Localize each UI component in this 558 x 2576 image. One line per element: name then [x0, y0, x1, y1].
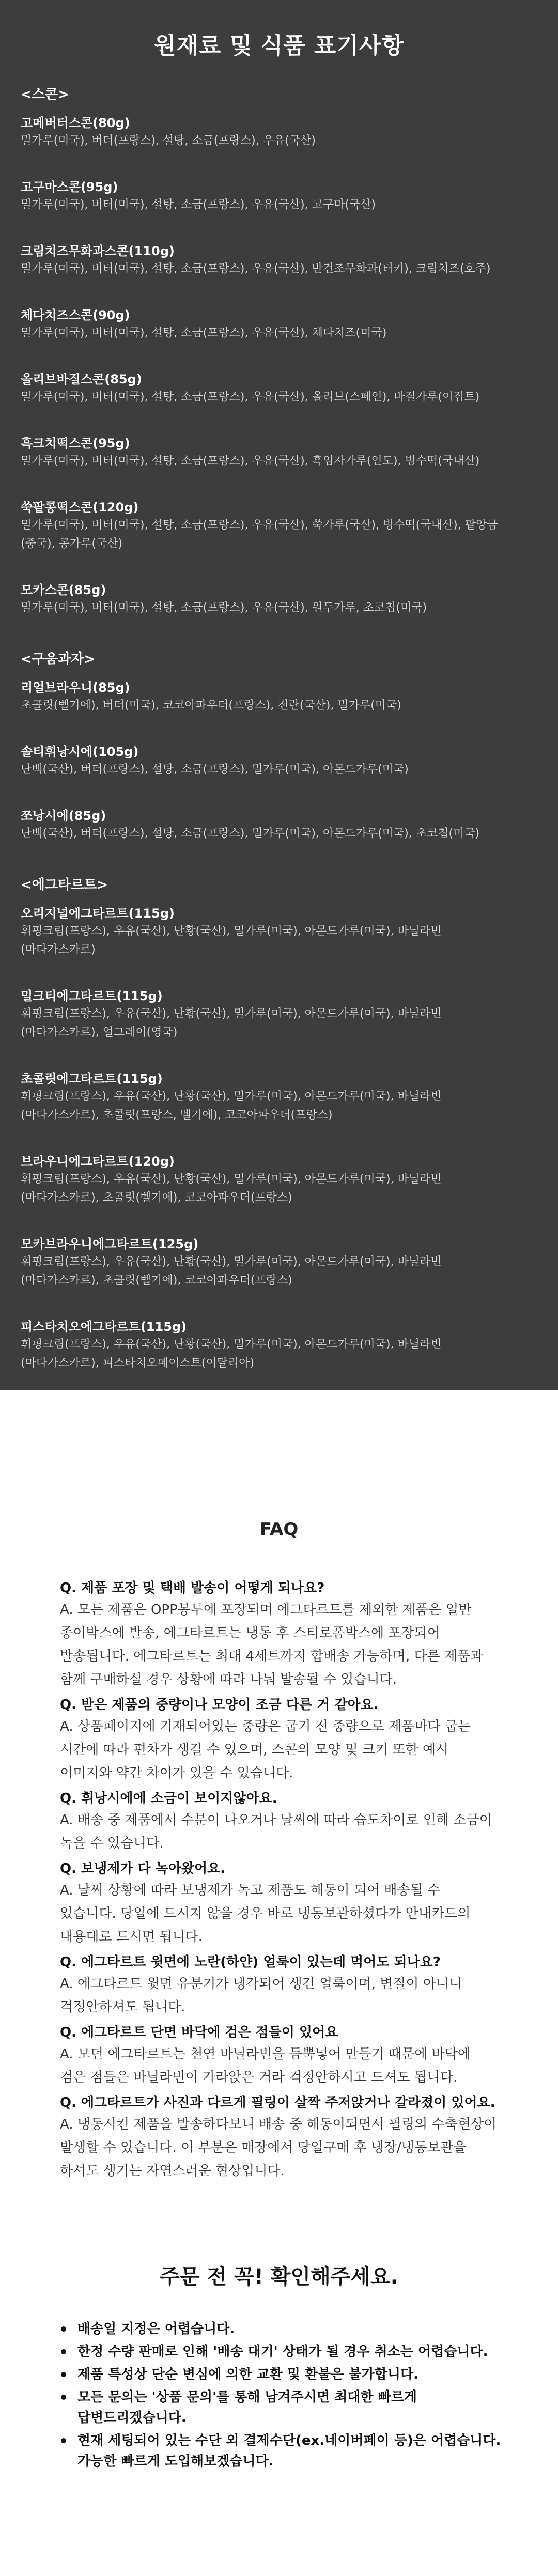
notice-item: [58, 2319, 506, 2339]
product-name: 쑥팥콩떡스콘(120g): [21, 500, 139, 515]
ingredient-item: [21, 306, 537, 343]
notice-text: 한정 수량 판매로 인해 '배송 대기' 상태가 될 경우 취소는 어렵습니다.: [78, 2344, 488, 2360]
ingredient-item: [21, 987, 537, 1042]
faq-answer: A. 배송 중 제품에서 수분이 나오거나 날씨에 따라 습도차이로 인해 소금이 녹을 수 있습니다.: [60, 1812, 492, 1851]
product-ingredients: 휘핑크림(프랑스), 우유(국산), 난황(국산), 밀가루(미국), 아몬드가루(미국), 바닐라빈(마다가스카르), 피스타치오페이스트(이탈리아): [21, 1338, 442, 1370]
product-name: 피스타치오에그타르트(115g): [21, 1320, 187, 1334]
notice-title: 주문 전 꼭! 확인해주세요.: [160, 2265, 398, 2289]
faq-answer: A. 모던 에그타르트는 천연 바닐라빈을 듬뿍넣어 만들기 때문에 바닥에 검은 점들은 바닐라빈이 가라앉은 거라 걱정안하시고 드셔도 됩니다.: [60, 2046, 471, 2085]
ingredient-item: [21, 743, 537, 779]
faq-title: FAQ: [259, 1519, 299, 1540]
faq-answer: A. 모든 제품은 OPP봉투에 포장되며 에그타르트를 제외한 제품은 일반 종이박스에 발송, 에그타르트는 냉동 후 스티로폼박스에 포장되어 발송됩니다. 에그타르트는 최대 4세트까지 합배송 가능하며, 다른 제품과 함께 구매하실 경우 상황에 따라 나눠 발송될 수 있습니다.: [60, 1602, 484, 1687]
product-ingredients: 밀가루(미국), 버터(미국), 설탕, 소금(프랑스), 우유(국산), 쑥가루(국산), 빙수떡(국내산), 팥앙금(중국), 콩가루(국산): [21, 519, 498, 550]
product-name: 오리지널에그타르트(115g): [21, 906, 175, 921]
faq-list: [31, 1578, 527, 2183]
faq-question: Q. 제품 포장 및 택배 발송이 어떻게 되나요?: [60, 1580, 325, 1596]
bullet-icon: [61, 2395, 66, 2400]
product-name: 고구마스콘(95g): [21, 180, 118, 194]
faq-question: Q. 에그타르트가 사진과 다르게 필링이 살짝 주저앉거나 갈라졌이 있어요.: [60, 2095, 495, 2111]
ingredient-item: [21, 1153, 537, 1207]
ingredient-categories: [21, 84, 537, 1373]
notice-list: [0, 2319, 558, 2472]
notice-section: [0, 2260, 558, 2472]
bullet-icon: [61, 2349, 66, 2354]
product-ingredients: 밀가루(미국), 버터(미국), 설탕, 소금(프랑스), 우유(국산), 체다치즈(미국): [21, 327, 387, 339]
faq-question: Q. 보냉제가 다 녹아왔어요.: [60, 1861, 226, 1876]
ingredient-item: [21, 1235, 537, 1290]
ingredient-item: [21, 178, 537, 214]
category-heading: <구움과자>: [21, 651, 96, 667]
product-ingredients: 밀가루(미국), 버터(미국), 설탕, 소금(프랑스), 우유(국산), 원두가루, 초코칩(미국): [21, 601, 427, 614]
product-ingredients: 휘핑크림(프랑스), 우유(국산), 난황(국산), 밀가루(미국), 아몬드가루(미국), 바닐라빈(마다가스카르), 초콜릿(벨기에), 코코아파우더(프랑스): [21, 1173, 442, 1204]
faq-answer: A. 에그타르트 윗면 유분기가 냉각되어 생긴 얼룩이며, 변질이 아니니 걱정안하셔도 됩니다.: [60, 1976, 462, 2015]
product-name: 체다치즈스콘(90g): [21, 308, 130, 322]
faq-answer: A. 상품페이지에 기재되어있는 중량은 굽기 전 중량으로 제품마다 굽는 시간에 따라 편차가 생길 수 있으며, 스콘의 모양 및 크키 또한 예시 이미지와 약간 차이가 있을 수 있습니다.: [60, 1719, 471, 1781]
ingredient-category: [21, 84, 537, 617]
notice-item: [58, 2387, 506, 2428]
product-ingredients: 밀가루(미국), 버터(미국), 설탕, 소금(프랑스), 우유(국산), 반건조무화과(터키), 크림치즈(호주): [21, 262, 491, 275]
product-ingredients: 휘핑크림(프랑스), 우유(국산), 난황(국산), 밀가루(미국), 아몬드가루(미국), 바닐라빈(마다가스카르), 초콜릿(벨기에), 코코아파우더(프랑스): [21, 1255, 442, 1287]
product-ingredients: 밀가루(미국), 버터(미국), 설탕, 소금(프랑스), 우유(국산), 올리브(스페인), 바질가루(이집트): [21, 391, 480, 404]
category-heading: <스콘>: [21, 87, 69, 102]
faq-question: Q. 받은 제품의 중량이나 모양이 조금 다른 거 같아요.: [60, 1697, 379, 1713]
faq-section: [0, 1390, 558, 2183]
ingredient-item: [21, 1070, 537, 1125]
product-ingredients: 휘핑크림(프랑스), 우유(국산), 난황(국산), 밀가루(미국), 아몬드가루(미국), 바닐라빈(마다가스카르), 초콜릿(프랑스, 벨기에), 코코아파우더(프랑스): [21, 1090, 442, 1122]
ingredient-item: [21, 434, 537, 471]
ingredient-item: [21, 807, 537, 843]
notice-text: 모든 문의는 '상품 문의'를 통해 남겨주시면 최대한 빠르게 답변드리겠습니다.: [78, 2389, 417, 2426]
product-ingredients: 휘핑크림(프랑스), 우유(국산), 난황(국산), 밀가루(미국), 아몬드가루(미국), 바닐라빈(마다가스카르): [21, 925, 442, 956]
product-name: 밀크티에그타르트(115g): [21, 989, 163, 1003]
notice-text: 현재 세팅되어 있는 수단 외 결제수단(ex.네이버페이 등)은 어렵습니다. 가능한 빠르게 도입해보겠습니다.: [78, 2433, 501, 2469]
product-ingredients: 밀가루(미국), 버터(미국), 설탕, 소금(프랑스), 우유(국산), 흑임자가루(인도), 빙수떡(국내산): [21, 455, 480, 468]
product-name: 쪼낭시에(85g): [21, 809, 106, 823]
ingredient-item: [21, 370, 537, 407]
ingredient-category: [21, 648, 537, 843]
faq-question: Q. 에그타르트 단면 바닥에 검은 점들이 있어요: [60, 2025, 338, 2040]
notice-item: [58, 2430, 506, 2472]
product-ingredients: 난백(국산), 버터(프랑스), 설탕, 소금(프랑스), 밀가루(미국), 아몬드가루(미국): [21, 763, 409, 776]
faq-answer: A. 날씨 상황에 따라 보냉제가 녹고 제품도 해동이 되어 배송될 수 있습니다. 당일에 드시지 않을 경우 바로 냉동보관하셨다가 안내카드의 내용대로 드시면 됩니다.: [60, 1883, 471, 1945]
faq-question: Q. 휘낭시에에 소금이 보이지않아요.: [60, 1791, 277, 1806]
product-name: 고메버터스콘(80g): [21, 116, 130, 130]
product-ingredients: 밀가루(미국), 버터(프랑스), 설탕, 소금(프랑스), 우유(국산): [21, 134, 316, 147]
bullet-icon: [61, 2372, 66, 2377]
category-heading: <에그타르트>: [21, 877, 109, 893]
product-name: 크림치즈무화과스콘(110g): [21, 244, 175, 258]
faq-answer: A. 냉동시킨 제품을 발송하다보니 배송 중 해동이되면서 필링의 수축현상이 발생할 수 있습니다. 이 부분은 매장에서 당일구매 후 냉장/냉동보관을 하셔도 생기는 자연스러운 현상입니다.: [60, 2117, 497, 2179]
product-ingredients: 초콜릿(벨기에), 버터(미국), 코코아파우더(프랑스), 전란(국산), 밀가루(미국): [21, 699, 401, 712]
ingredient-item: [21, 1318, 537, 1373]
product-name: 모카브라우니에그타르트(125g): [21, 1237, 199, 1251]
faq-question: Q. 에그타르트 윗면에 노란(하얀) 얼룩이 있는데 먹어도 되나요?: [60, 1954, 441, 1970]
notice-text: 제품 특성상 단순 변심에 의한 교환 및 환불은 불가합니다.: [78, 2367, 419, 2382]
notice-item: [58, 2341, 506, 2362]
product-name: 브라우니에그타르트(120g): [21, 1154, 175, 1169]
ingredient-item: [21, 679, 537, 715]
ingredients-title: 원재료 및 식품 표기사항: [154, 33, 404, 59]
notice-text: 배송일 지정은 어렵습니다.: [78, 2321, 235, 2337]
product-ingredients: 밀가루(미국), 버터(미국), 설탕, 소금(프랑스), 우유(국산), 고구마(국산): [21, 198, 376, 211]
notice-item: [58, 2364, 506, 2385]
product-name: 솔티휘낭시에(105g): [21, 744, 139, 759]
ingredient-item: [21, 581, 537, 617]
product-name: 초콜릿에그타르트(115g): [21, 1072, 163, 1086]
product-name: 올리브바질스콘(85g): [21, 372, 142, 386]
product-ingredients: 난백(국산), 버터(프랑스), 설탕, 소금(프랑스), 밀가루(미국), 아몬드가루(미국), 초코칩(미국): [21, 827, 480, 840]
ingredient-category: [21, 874, 537, 1373]
ingredient-item: [21, 242, 537, 278]
ingredient-item: [21, 905, 537, 959]
product-name: 리얼브라우니(85g): [21, 680, 130, 695]
bullet-icon: [61, 2326, 66, 2332]
ingredient-item: [21, 499, 537, 553]
product-ingredients: 휘핑크림(프랑스), 우유(국산), 난황(국산), 밀가루(미국), 아몬드가루(미국), 바닐라빈(마다가스카르), 얼그레이(영국): [21, 1007, 442, 1039]
product-name: 모카스콘(85g): [21, 583, 106, 597]
bullet-icon: [61, 2438, 66, 2443]
ingredient-item: [21, 114, 537, 150]
product-name: 흑크치떡스콘(95g): [21, 436, 130, 451]
